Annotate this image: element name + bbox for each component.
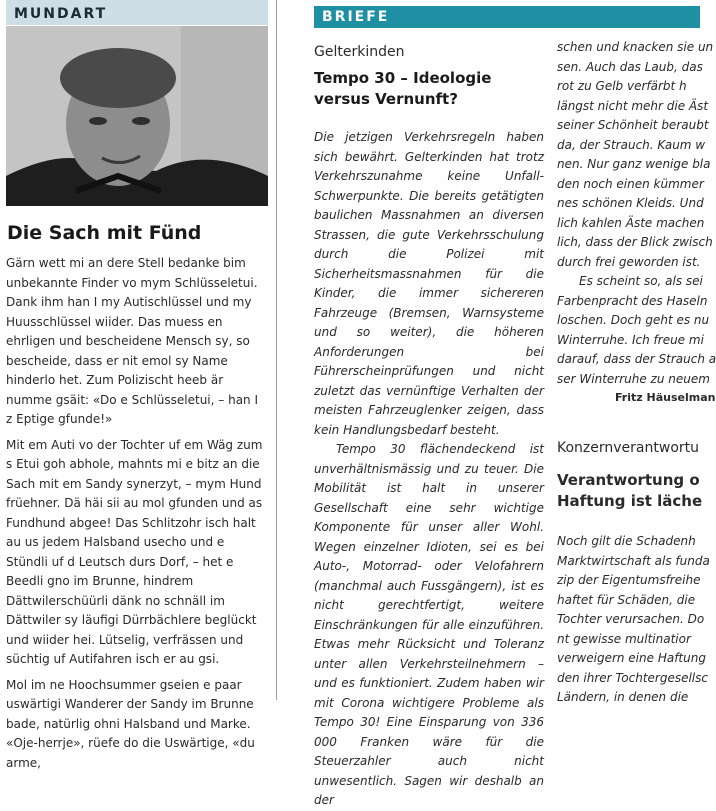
paragraph: Gärn wett mi an dere Stell bedanke bim unbekannte Finder vo mym Schlüsseletui. Dank ihm han I my Autischlüssel und my Huusschlüssel wiider. Das muess en ehrligen und bescheidene Mensch sy, so bescheide, dass er nit emol sy Name hinderlo het. Zum Polizischt heeb är numme gsäit: «Do e Schlüsseletui, – han I z Eptige gfunde!»	[6, 256, 258, 426]
text-line: den ihrer Tochtergesellsc	[557, 670, 708, 685]
column-body	[6, 254, 268, 773]
text-line: nt gewisse multinatior	[557, 631, 691, 646]
text-line: durch frei geworden ist.	[557, 254, 701, 269]
paragraph: Mol im ne Hoochsummer gseien e paar uswärtigi Wanderer der Sandy im Brunne bade, natürlig ohni Halsband und Marke. «Oje-herrje», rüefe do die Uswärtige, «du arme,	[6, 677, 255, 770]
title-line: Verantwortung o	[557, 471, 700, 489]
text-line: Farbenpracht des Haseln	[557, 293, 708, 308]
letter-body	[557, 532, 710, 708]
text-line: Es scheint so, als sei	[579, 274, 703, 288]
text-line: lich, dass der Blick zwisch	[557, 235, 713, 249]
letter-title	[557, 470, 703, 512]
paragraph: Tempo 30 flächendeckend ist unverhältnismässig und zu teuer. Die Mobilität ist halt in unserer Gesellschaft eine sehr wichtige Komponente für unser aller Wohl. Wegen einzelner Idioten, sei es bei Auto-, Motorrad- oder Velofahrern (manchmal auch Fussgängern), ist es nicht gerechtfertigt, weitere Einschränkungen für alle einzuführen. Etwas mehr Rücksicht und Toleranz unter allen Verkehrsteilnehmern – und es funktioniert. Zudem haben wir mit Corona wichtigere Probleme als Tempo 30! Eine Einsparung von 336 000 Franken wäre für die Steuerzahler auch nicht unwesentlich. Sagen wir deshalb an der	[314, 442, 544, 807]
text-line: haftet für Schäden, die	[557, 592, 696, 607]
paragraph: Die jetzigen Verkehrsregeln haben sich bewährt. Gelterkinden hat trotz Verkehrszunahme keine Unfall-Schwerpunkte. Die bereits getätigten baulichen Massnahmen an diversen Strassen, die gute Verkehrsschulung durch die Polizei mit Sicherheitsmassnahmen für die Kinder, die immer sichereren Fahrzeuge (Bremsen, Warnsysteme und so weiter), die höheren Anforderungen bei Führerscheinprüfungen und nicht zuletzt das vernünftige Verhalten der meisten Fahrzeuglenker zeigen, dass kein Handlungsbedarf besteht.	[314, 130, 544, 437]
text-line: Noch gilt die Schadenh	[557, 534, 696, 548]
text-line: verweigern eine Haftung	[557, 651, 706, 665]
letter-continued	[557, 38, 716, 389]
text-line: nen. Nur ganz wenige bla	[557, 157, 711, 171]
text-line: lich kahlen Äste machen	[557, 215, 705, 230]
text-line: schen und knacken sie un	[557, 40, 714, 54]
letter-body	[314, 128, 544, 811]
text-line: den noch einen kümmer	[557, 176, 704, 191]
text-line: längst nicht mehr die Äst	[557, 98, 709, 113]
section-header-briefe: BRIEFE	[314, 6, 700, 28]
letters-right-column	[557, 38, 716, 704]
letter-gelterkinden	[314, 38, 544, 807]
column-divider	[276, 0, 277, 700]
text-line: seiner Schönheit beraubt	[557, 118, 709, 132]
text-line: loschen. Doch geht es nu	[557, 313, 710, 327]
text-line: rot zu Gelb verfärbt h	[557, 79, 687, 93]
section-header-mundart: MUNDART	[6, 0, 268, 25]
letter-place: Gelterkinden	[314, 44, 405, 60]
text-line: ser Winterruhe zu neuem	[557, 371, 710, 386]
text-line: Ländern, in denen die	[557, 690, 689, 704]
letter-place: Konzernverantwortu	[557, 440, 699, 456]
text-line: Marktwirtschaft als funda	[557, 553, 710, 568]
text-line: nes schönen Kleids. Und	[557, 196, 704, 210]
mundart-column	[6, 0, 268, 770]
text-line: Tochter verursachen. Do	[557, 612, 705, 626]
text-line: zip der Eigentumsfreihe	[557, 573, 701, 587]
letter-title: Tempo 30 – Ideologie versus Vernunft?	[314, 69, 492, 108]
column-title: Die Sach mit Fünd	[7, 222, 202, 244]
paragraph: Mit em Auti vo der Tochter uf em Wäg zum s Etui goh abhole, mahnts mi e bitz an die Sach mit em Sandy synerzyt, – mym Hund früehner. Dä häi sii au mol gfunden und as Fundhund abgee! Das Schlitzohr isch halt au us jedem Halsband usecho und e Stündli uf d Leutsch durs Dorf, – het e Beedli gno im Brunne, hindrem Dättwilerschüürli dänk no schnäll im Dättwiler sy läufigi Dürrbächlere beglückt und wiider hei. Lütselig, verfrässen und süchtig uf Autifahren isch er au gsi.	[6, 437, 263, 666]
text-line: sen. Auch das Laub, das	[557, 59, 703, 74]
author-photo	[6, 26, 268, 206]
text-line: da, der Strauch. Kaum w	[557, 137, 706, 152]
title-line: Haftung ist läche	[557, 492, 703, 510]
text-line: darauf, dass der Strauch a	[557, 352, 716, 366]
text-line: Winterruhe. Ich freue mi	[557, 332, 704, 347]
letter-signature: Fritz Häuselman	[615, 391, 716, 404]
